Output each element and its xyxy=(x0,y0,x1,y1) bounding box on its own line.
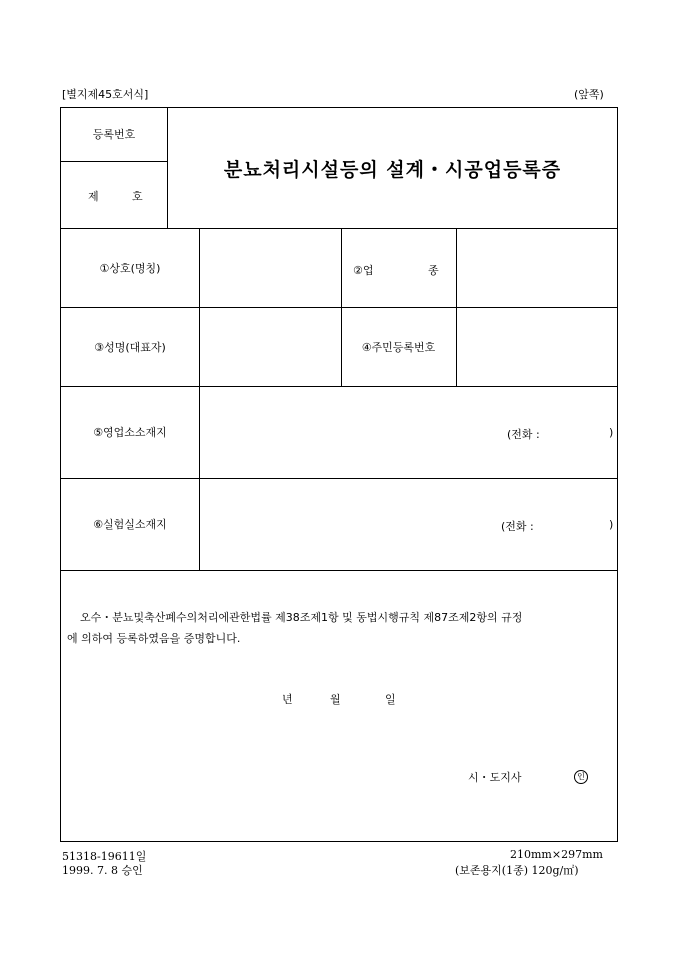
lab-address-field[interactable] xyxy=(200,479,495,570)
lab-phone-close: ) xyxy=(609,518,614,531)
office-phone-label: (전화 : xyxy=(507,428,540,441)
business-type-field[interactable] xyxy=(457,229,617,307)
resident-number-label: ④주민등록번호 xyxy=(361,340,436,354)
certificate-title: 분뇨처리시설등의 설계・시공업등록증 xyxy=(223,158,562,181)
representative-name-label: ③성명(대표자) xyxy=(94,340,166,354)
issuer-signature: 시・도지사 xyxy=(468,771,522,784)
number-suffix-label: 호 xyxy=(132,190,143,203)
form-code: 51318-19611일 xyxy=(62,850,147,863)
page-side: (앞쪽) xyxy=(574,88,604,101)
resident-number-field[interactable] xyxy=(457,308,617,386)
office-address-label: ⑤영업소소재지 xyxy=(93,426,167,439)
date-day: 일 xyxy=(385,693,396,706)
date-month: 월 xyxy=(330,693,341,706)
certification-text-line-1: 오수・분뇨및축산폐수의처리에관한법률 제38조제1항 및 동법시행규칙 제87조제2항의 규정 xyxy=(80,611,523,624)
lab-address-label: ⑥실험실소재지 xyxy=(93,518,167,531)
number-prefix-label: 제 xyxy=(88,190,99,203)
business-type-label-2: 종 xyxy=(428,264,439,277)
paper-type: (보존용지(1종) 120g/㎡) xyxy=(455,864,579,877)
trade-name-label: ①상호(명칭) xyxy=(99,261,161,275)
form-number: [별지제45호서식] xyxy=(62,88,149,101)
lab-phone-label: (전화 : xyxy=(501,520,534,533)
business-type-label-1: ②업 xyxy=(353,264,374,277)
paper-size: 210mm×297mm xyxy=(510,848,603,861)
certification-text-line-2: 에 의하여 등록하였음을 증명합니다. xyxy=(67,632,241,645)
representative-name-field[interactable] xyxy=(200,308,341,386)
office-address-field[interactable] xyxy=(200,387,500,478)
date-year: 년 xyxy=(282,693,293,706)
trade-name-field[interactable] xyxy=(200,229,341,307)
registration-number-label: 등록번호 xyxy=(92,128,136,141)
seal-icon: 인 xyxy=(574,770,588,784)
office-phone-close: ) xyxy=(609,426,614,439)
approval-date: 1999. 7. 8 승인 xyxy=(62,864,143,877)
